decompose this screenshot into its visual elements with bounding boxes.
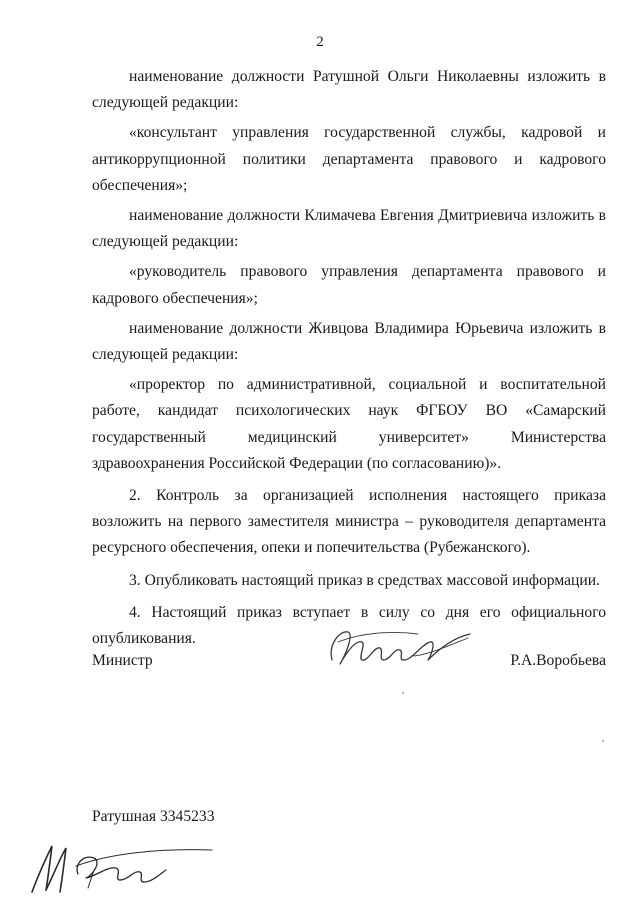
paragraph-zhivtsov-new-title: «проректор по административной, социальной и воспитательной работе, кандидат психологических наук ФГБОУ ВО «Самарский государственный медицинский университет» Министерства здравоохранения Российской Федерации (по согласованию)». <box>92 376 606 472</box>
approval-initials-icon <box>28 836 218 898</box>
paragraph-zhivtsov-title: наименование должности Живцова Владимира Юрьевича изложить в следующей редакции: <box>92 319 606 364</box>
document-body <box>92 64 606 652</box>
signatory-role: Министр <box>92 652 153 669</box>
paragraph-item-3-publish: 3. Опубликовать настоящий приказ в средствах массовой информации. <box>129 571 600 589</box>
paragraph-klimachev-new-title: «руководитель правового управления департамента правового и кадрового обеспечения»; <box>92 263 606 307</box>
signature-block <box>92 652 606 680</box>
paragraph-item-2-control: 2. Контроль за организацией исполнения настоящего приказа возложить на первого заместителя министра – руководителя департамента ресурсного обеспечения, опеки и попечительства (Рубежанского). <box>92 487 606 557</box>
executor-contact: Ратушная 3345233 <box>92 808 215 825</box>
paragraph-ratushnaya-new-title: «консультант управления государственной службы, кадровой и антикоррупционной политики департамента правового и кадрового обеспечения»; <box>92 124 606 194</box>
paragraph-klimachev-title: наименование должности Климачева Евгения Дмитриевича изложить в следующей редакции: <box>92 207 606 251</box>
scan-speck <box>402 692 404 694</box>
scan-speck <box>602 740 604 742</box>
page-number: 2 <box>316 34 324 50</box>
signatory-name: Р.А.Воробьева <box>510 652 606 669</box>
paragraph-ratushnaya-title: наименование должности Ратушной Ольги Николаевны изложить в следующей редакции: <box>92 68 606 112</box>
paragraph-item-4-effective: 4. Настоящий приказ вступает в силу со дня его официального опубликования. <box>92 603 606 648</box>
